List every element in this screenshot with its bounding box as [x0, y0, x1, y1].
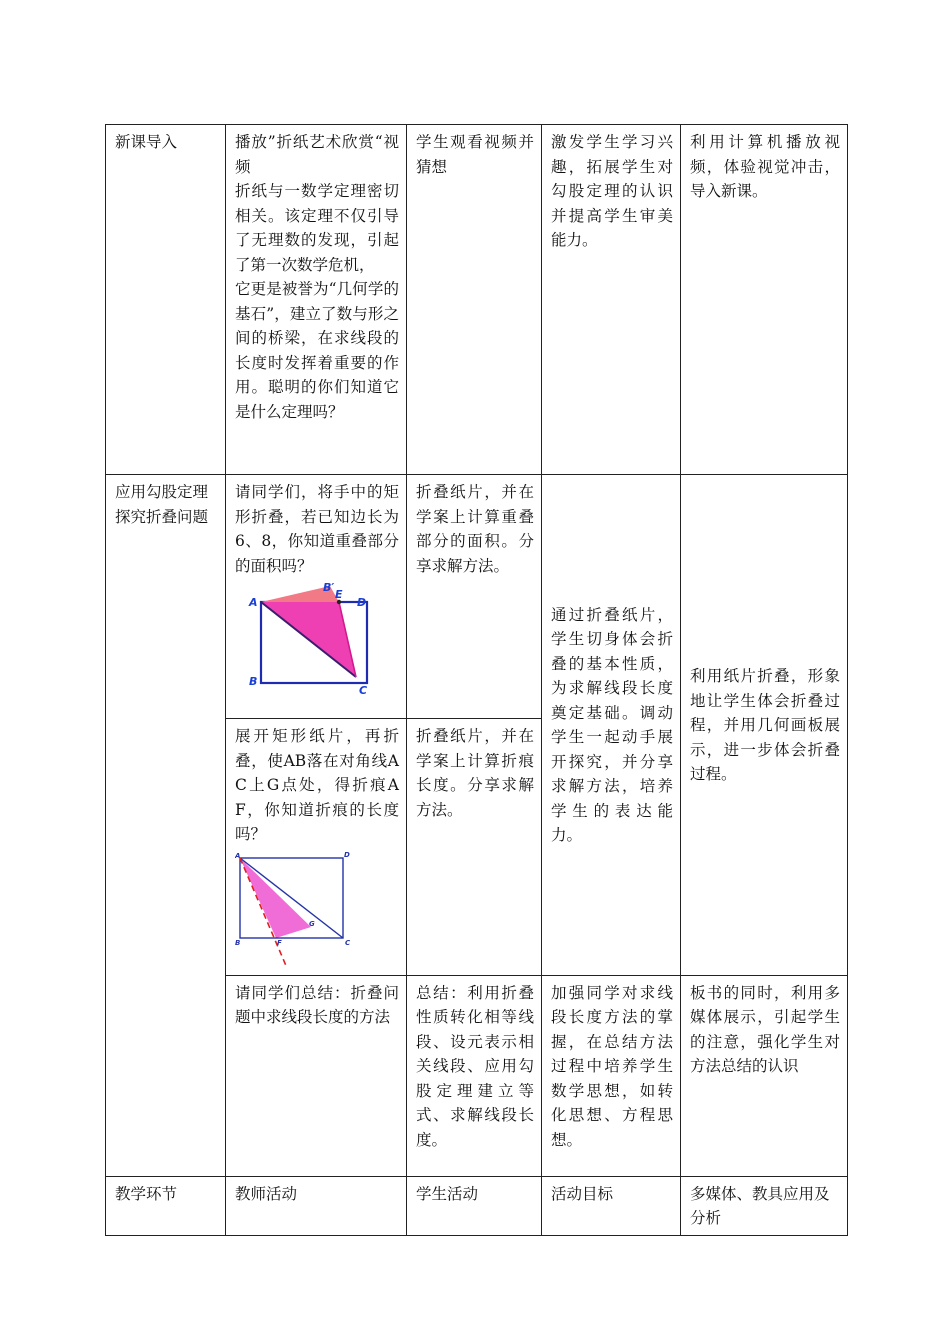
student-activity-cell: 学生观看视频并猜想 [407, 125, 542, 475]
header-media-cell: 多媒体、教具应用及分析 [681, 1176, 848, 1235]
fold-diagram-overlap [235, 582, 395, 702]
activity-goal-cell: 加强同学对求线段长度方法的掌握，在总结方法过程中培养学生数学思想，如转化思想、方程思想。 [542, 975, 681, 1176]
fold-diagram-crease [235, 851, 395, 971]
figure-label: F [277, 938, 282, 947]
figure-label: C [345, 938, 351, 947]
student-activity-cell: 折叠纸片，并在学案上计算折痕长度。分享求解方法。 [407, 719, 542, 976]
media-analysis-cell: 利用计算机播放视频，体验视觉冲击，导入新课。 [681, 125, 848, 475]
figure-label: D [357, 596, 367, 609]
activity-goal-cell: 通过折叠纸片，学生切身体会折叠的基本性质，为求解线段长度奠定基础。调动学生一起动手展开探究，并分享求解方法，培养学生的表达能力。 [542, 475, 681, 976]
activity-goal-cell: 激发学生学习兴趣，拓展学生对勾股定理的认识并提高学生审美能力。 [542, 125, 681, 475]
figure-label: C [359, 684, 368, 697]
figure-label: B [249, 675, 258, 688]
figure-label: E [335, 588, 343, 601]
stage-cell: 新课导入 [106, 125, 226, 475]
figure-label: A [235, 851, 241, 860]
teacher-activity-cell [226, 125, 407, 475]
figure-label: B′ [323, 582, 335, 594]
teacher-activity-text: 展开矩形纸片，再折叠，使AB落在对角线AC上G点处，得折痕AF，你知道折痕的长度吗？ [235, 727, 399, 843]
teacher-activity-cell: 请同学们总结：折叠问题中求线段长度的方法 [226, 975, 407, 1176]
figure-label: D [344, 850, 350, 859]
lesson-plan-table [105, 124, 848, 1236]
stage-cell: 应用勾股定理探究折叠问题 [106, 475, 226, 1177]
teacher-activity-text: 请同学们，将手中的矩形折叠，若已知边长为6、8，你知道重叠部分的面积吗？ [235, 483, 399, 575]
teacher-activity-cell [226, 475, 407, 719]
figure-label: A [249, 596, 258, 609]
teacher-activity-cell [226, 719, 407, 976]
table-row [106, 125, 848, 475]
header-teacher-cell: 教师活动 [226, 1176, 407, 1235]
media-analysis-cell: 板书的同时，利用多媒体展示，引起学生的注意，强化学生对方法总结的认识 [681, 975, 848, 1176]
figure-label: B [235, 938, 241, 947]
table-row [106, 1176, 848, 1235]
header-goal-cell: 活动目标 [542, 1176, 681, 1235]
header-student-cell: 学生活动 [407, 1176, 542, 1235]
table-row [106, 475, 848, 719]
student-activity-cell: 折叠纸片，并在学案上计算重叠部分的面积。分享求解方法。 [407, 475, 542, 719]
teacher-activity-text: 播放”折纸艺术欣赏“视频 折纸与一数学定理密切相关。该定理不仅引导了无理数的发现，引起了第一次数学危机， 它更是被誉为“几何学的基石”，建立了数与形之间的桥梁，在求线段的长度时发挥着重要的作用。聪明的你们知道它是什么定理吗？ [235, 133, 399, 421]
student-activity-cell: 总结：利用折叠性质转化相等线段、设元表示相关线段、应用勾股定理建立等式、求解线段长度。 [407, 975, 542, 1176]
figure-label: G [309, 919, 315, 928]
media-analysis-cell: 利用纸片折叠，形象地让学生体会折叠过程，并用几何画板展示，进一步体会折叠过程。 [681, 475, 848, 976]
header-stage-cell: 教学环节 [106, 1176, 226, 1235]
